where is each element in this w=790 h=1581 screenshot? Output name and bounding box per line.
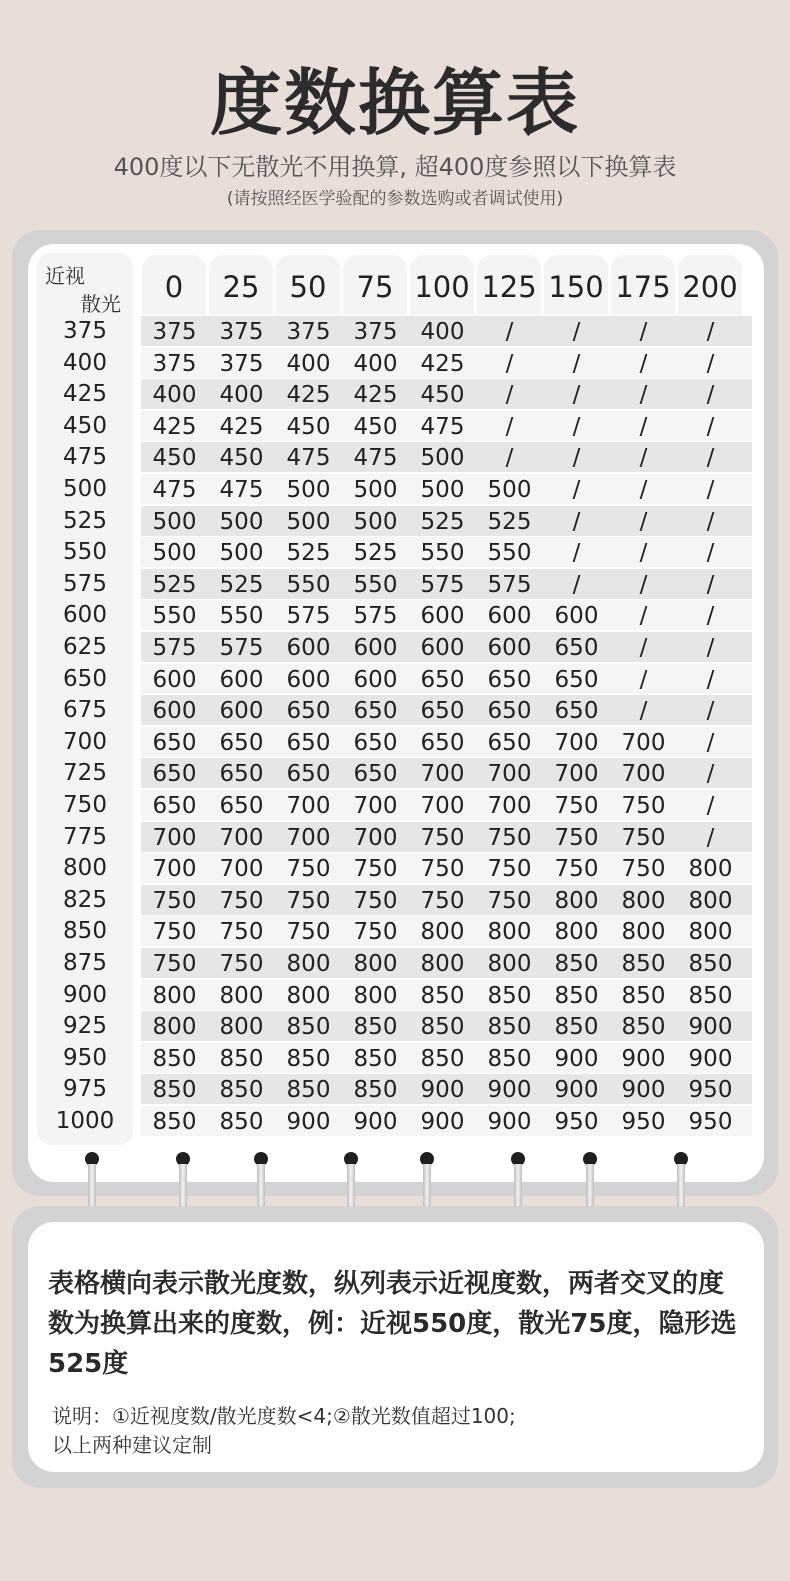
table-cell: / [572,350,581,377]
column-header: 200 [678,255,742,315]
table-cell: 700 [554,761,599,788]
remark-line-2: 以上两种建议定制 [52,1433,212,1457]
table-cell: 600 [420,635,465,661]
table-cell: 650 [487,666,532,693]
table-cell: 500 [219,508,264,535]
table-cell: 700 [554,729,599,756]
row-header: 775 [63,823,107,850]
row-header: 500 [63,476,107,502]
table-cell: 800 [152,982,197,1009]
table-cell: 650 [286,761,331,788]
row-header: 950 [63,1044,107,1071]
row-header: 375 [63,318,107,344]
row-header: 850 [63,918,107,945]
table-cell: / [706,698,715,725]
table-cell: / [706,540,715,567]
table-cell: 850 [152,1045,197,1072]
row-header: 925 [63,1013,107,1040]
table-cell: 650 [353,761,398,788]
table-cell: 650 [152,761,197,788]
table-cell: 750 [621,856,666,883]
table-cell: 650 [286,698,331,725]
table-cell: 650 [420,698,465,725]
table-cell: 425 [420,350,465,377]
table-cell: 850 [219,1045,264,1072]
table-cell: 750 [621,824,666,851]
row-header: 425 [63,381,107,408]
table-cell: 500 [219,540,264,567]
table-cell: 650 [152,729,197,756]
table-cell: 850 [152,1109,197,1135]
table-cell: 800 [286,982,331,1009]
row-header: 525 [63,507,107,534]
table-cell: 650 [152,793,197,819]
table-cell: 800 [353,982,398,1009]
table-cell: 900 [688,1014,733,1041]
table-cell: 850 [219,1077,264,1104]
table-cell: 475 [286,445,331,472]
table-cell: 400 [286,350,331,377]
table-cell: 650 [219,761,264,788]
table-cell: 525 [286,540,331,567]
table-cell: 525 [353,540,398,567]
row-header: 750 [63,792,107,818]
table-cell: 900 [554,1077,599,1104]
table-cell: 375 [286,319,331,345]
table-cell: 800 [219,982,264,1009]
table-cell: / [639,350,648,377]
table-cell: 850 [554,951,599,977]
row-header: 675 [63,697,107,724]
table-cell: 850 [420,982,465,1009]
table-cell: 700 [621,761,666,788]
table-cell: / [639,571,648,598]
table-cell: 800 [554,919,599,946]
table-cell: 650 [219,793,264,819]
table-cell: / [706,445,715,472]
table-cell: / [639,319,648,345]
table-cell: 800 [286,951,331,977]
table-cell: / [639,508,648,535]
table-cell: 750 [219,951,264,977]
table-cell: 850 [688,951,733,977]
table-cell: 425 [219,413,264,440]
table-cell: 650 [353,729,398,756]
table-cell: 700 [219,824,264,851]
row-header: 800 [63,855,107,882]
table-cell: 450 [219,445,264,472]
table-cell: 525 [219,571,264,598]
table-cell: 375 [152,350,197,377]
table-cell: 750 [420,856,465,883]
table-cell: / [706,350,715,377]
table-cell: / [572,445,581,472]
column-header: 50 [276,255,340,315]
table-cell: 750 [554,824,599,851]
table-cell: 800 [219,1014,264,1041]
table-cell: 550 [152,603,197,630]
table-cell: 750 [286,856,331,883]
table-cell: 600 [286,635,331,661]
table-cell: 800 [420,951,465,977]
table-cell: 750 [219,887,264,914]
table-cell: 550 [353,571,398,598]
explanation-text: 表格横向表示散光度数，纵列表示近视度数，两者交叉的度数为换算出来的度数，例：近视550度，散光75度，隐形选525度 [48,1269,737,1379]
column-header: 175 [611,255,675,315]
table-cell: / [706,603,715,630]
table-cell: 750 [487,856,532,883]
table-cell: 650 [219,729,264,756]
table-cell: 575 [420,571,465,598]
table-cell: / [572,508,581,535]
table-cell: / [706,477,715,503]
table-cell: 850 [152,1077,197,1104]
table-cell: / [505,319,514,345]
table-cell: 575 [286,603,331,630]
table-cell: 700 [353,793,398,819]
table-cell: 375 [219,350,264,377]
table-cell: 750 [152,919,197,946]
table-cell: 700 [621,729,666,756]
table-cell: 800 [152,1014,197,1041]
table-cell: / [505,445,514,472]
row-header: 900 [63,981,107,1008]
table-cell: 450 [152,445,197,472]
table-cell: 650 [554,666,599,693]
table-cell: 525 [152,571,197,598]
table-cell: 500 [420,445,465,472]
table-cell: 850 [353,1014,398,1041]
remark-line-1: 说明：①近视度数/散光度数<4;②散光数值超过100; [52,1404,516,1428]
table-cell: 750 [420,824,465,851]
table-cell: / [639,540,648,567]
table-cell: 400 [219,382,264,409]
table-cell: 600 [152,698,197,725]
table-cell: 750 [353,887,398,914]
table-cell: 800 [487,919,532,946]
table-cell: / [706,319,715,345]
table-cell: 500 [152,540,197,567]
table-cell: 375 [152,319,197,345]
table-cell: 750 [286,919,331,946]
table-cell: 500 [286,508,331,535]
table-cell: 850 [353,1045,398,1072]
table-cell: 700 [420,793,465,819]
table-cell: / [706,824,715,851]
table-cell: 375 [353,319,398,345]
table-cell: / [572,382,581,409]
table-cell: 500 [353,508,398,535]
table-cell: 750 [152,951,197,977]
column-header: 75 [343,255,407,315]
table-cell: / [706,635,715,661]
table-cell: 900 [353,1109,398,1135]
corner-myopia-label: 近视 [45,264,85,288]
table-cell: 475 [219,477,264,503]
table-cell: 750 [353,919,398,946]
table-cell: / [706,729,715,756]
table-cell: 800 [621,887,666,914]
table-cell: / [505,382,514,409]
table-cell: 550 [487,540,532,567]
table-cell: 800 [688,856,733,883]
table-cell: 900 [487,1077,532,1104]
row-header: 475 [63,444,107,471]
table-cell: 500 [286,477,331,503]
table-cell: 600 [487,635,532,661]
table-cell: 700 [487,761,532,788]
column-header: 25 [209,255,273,315]
table-cell: 750 [621,793,666,819]
table-cell: 750 [487,887,532,914]
table-cell: 750 [554,856,599,883]
table-cell: 750 [420,887,465,914]
table-cell: 475 [152,477,197,503]
table-cell: 600 [152,666,197,693]
table-cell: 500 [487,477,532,503]
table-cell: 950 [688,1077,733,1104]
table-cell: 900 [688,1045,733,1072]
row-header: 975 [63,1076,107,1103]
table-cell: 850 [688,982,733,1009]
table-cell: 600 [353,635,398,661]
table-cell: / [706,571,715,598]
table-cell: / [639,445,648,472]
table-cell: / [572,477,581,503]
table-cell: 650 [487,698,532,725]
table-cell: 550 [286,571,331,598]
row-header: 625 [63,634,107,660]
table-cell: 850 [621,1014,666,1041]
table-cell: 600 [420,603,465,630]
table-cell: 750 [286,887,331,914]
table-cell: 850 [420,1045,465,1072]
table-cell: / [639,477,648,503]
row-header: 575 [63,570,107,597]
table-corner-header [37,256,133,316]
remark-text [52,1402,742,1460]
table-cell: / [639,413,648,440]
row-header: 700 [63,728,107,755]
table-cell: 650 [353,698,398,725]
table-cell: 650 [286,729,331,756]
table-cell: / [706,666,715,693]
table-cell: 575 [152,635,197,661]
table-cell: 400 [152,382,197,409]
table-cell: 850 [487,1014,532,1041]
table-cell: 650 [554,635,599,661]
table-cell: 850 [554,1014,599,1041]
table-cell: 600 [286,666,331,693]
row-header: 400 [63,349,107,376]
column-header: 0 [142,255,206,315]
table-cell: 850 [621,982,666,1009]
table-cell: 900 [420,1077,465,1104]
table-cell: 700 [152,824,197,851]
usage-note: (请按照经医学验配的参数选购或者调试使用) [226,189,564,209]
table-cell: / [572,319,581,345]
table-cell: 600 [487,603,532,630]
table-cell: 700 [219,856,264,883]
row-header: 550 [63,539,107,566]
table-cell: / [706,508,715,535]
row-header: 650 [63,665,107,692]
table-cell: 600 [219,666,264,693]
column-header: 150 [544,255,608,315]
row-header: 825 [63,886,107,913]
column-header: 100 [410,255,474,315]
row-header: 600 [63,602,107,629]
table-cell: 425 [152,413,197,440]
table-cell: 650 [420,666,465,693]
table-cell: / [706,413,715,440]
table-cell: 850 [219,1109,264,1135]
row-header: 450 [63,412,107,439]
table-cell: 850 [286,1077,331,1104]
table-cell: 450 [353,413,398,440]
table-cell: 600 [353,666,398,693]
table-cell: / [706,382,715,409]
table-cell: / [706,793,715,819]
table-cell: 425 [353,382,398,409]
table-cell: / [639,603,648,630]
table-cell: 550 [219,603,264,630]
table-cell: / [639,635,648,661]
table-cell: / [505,350,514,377]
table-cell: 700 [420,761,465,788]
table-cell: / [639,666,648,693]
row-header: 1000 [55,1108,115,1134]
table-cell: / [706,761,715,788]
page-subtitle: 400度以下无散光不用换算, 超400度参照以下换算表 [113,153,677,181]
table-cell: 900 [487,1109,532,1135]
table-cell: / [572,413,581,440]
table-cell: 800 [688,919,733,946]
table-cell: 650 [554,698,599,725]
table-cell: 800 [688,887,733,914]
table-cell: 700 [286,824,331,851]
corner-astigmatism-label: 散光 [81,292,121,316]
table-cell: 500 [420,477,465,503]
column-header: 125 [477,255,541,315]
table-cell: 850 [286,1045,331,1072]
table-cell: / [572,571,581,598]
table-cell: 525 [420,508,465,535]
table-cell: 600 [219,698,264,725]
table-cell: / [639,382,648,409]
table-cell: 850 [487,982,532,1009]
table-cell: 850 [554,982,599,1009]
row-header: 725 [63,760,107,787]
table-cell: 750 [219,919,264,946]
table-cell: 950 [554,1109,599,1135]
table-cell: 450 [420,382,465,409]
row-header: 875 [63,950,107,976]
table-cell: 900 [621,1077,666,1104]
table-cell: 850 [487,1045,532,1072]
table-cell: 850 [621,951,666,977]
table-cell: 525 [487,508,532,535]
table-cell: 700 [152,856,197,883]
table-cell: 700 [353,824,398,851]
table-cell: 800 [420,919,465,946]
table-cell: 700 [286,793,331,819]
table-cell: 750 [554,793,599,819]
table-cell: 800 [487,951,532,977]
table-cell: / [639,698,648,725]
table-cell: 375 [219,319,264,345]
table-cell: 600 [554,603,599,630]
table-cell: 475 [353,445,398,472]
table-cell: 900 [420,1109,465,1135]
page-title: 度数换算表 [209,61,580,145]
table-cell: 850 [353,1077,398,1104]
table-cell: 475 [420,413,465,440]
table-cell: 800 [554,887,599,914]
table-cell: / [505,413,514,440]
table-cell: 575 [353,603,398,630]
table-cell: 750 [353,856,398,883]
table-cell: 950 [621,1109,666,1135]
table-cell: 900 [554,1045,599,1072]
table-cell: 650 [487,729,532,756]
table-cell: 800 [353,951,398,977]
table-cell: 575 [487,571,532,598]
table-cell: 400 [420,319,465,345]
table-cell: 900 [621,1045,666,1072]
table-cell: 425 [286,382,331,409]
table-cell: / [572,540,581,567]
table-cell: 575 [219,635,264,661]
table-cell: 850 [420,1014,465,1041]
table-cell: 450 [286,413,331,440]
table-cell: 850 [286,1014,331,1041]
table-cell: 750 [152,887,197,914]
table-cell: 700 [487,793,532,819]
table-cell: 800 [621,919,666,946]
table-cell: 550 [420,540,465,567]
table-cell: 500 [353,477,398,503]
table-cell: 900 [286,1109,331,1135]
table-cell: 400 [353,350,398,377]
table-cell: 650 [420,729,465,756]
table-cell: 950 [688,1109,733,1135]
table-cell: 750 [487,824,532,851]
table-cell: 500 [152,508,197,535]
